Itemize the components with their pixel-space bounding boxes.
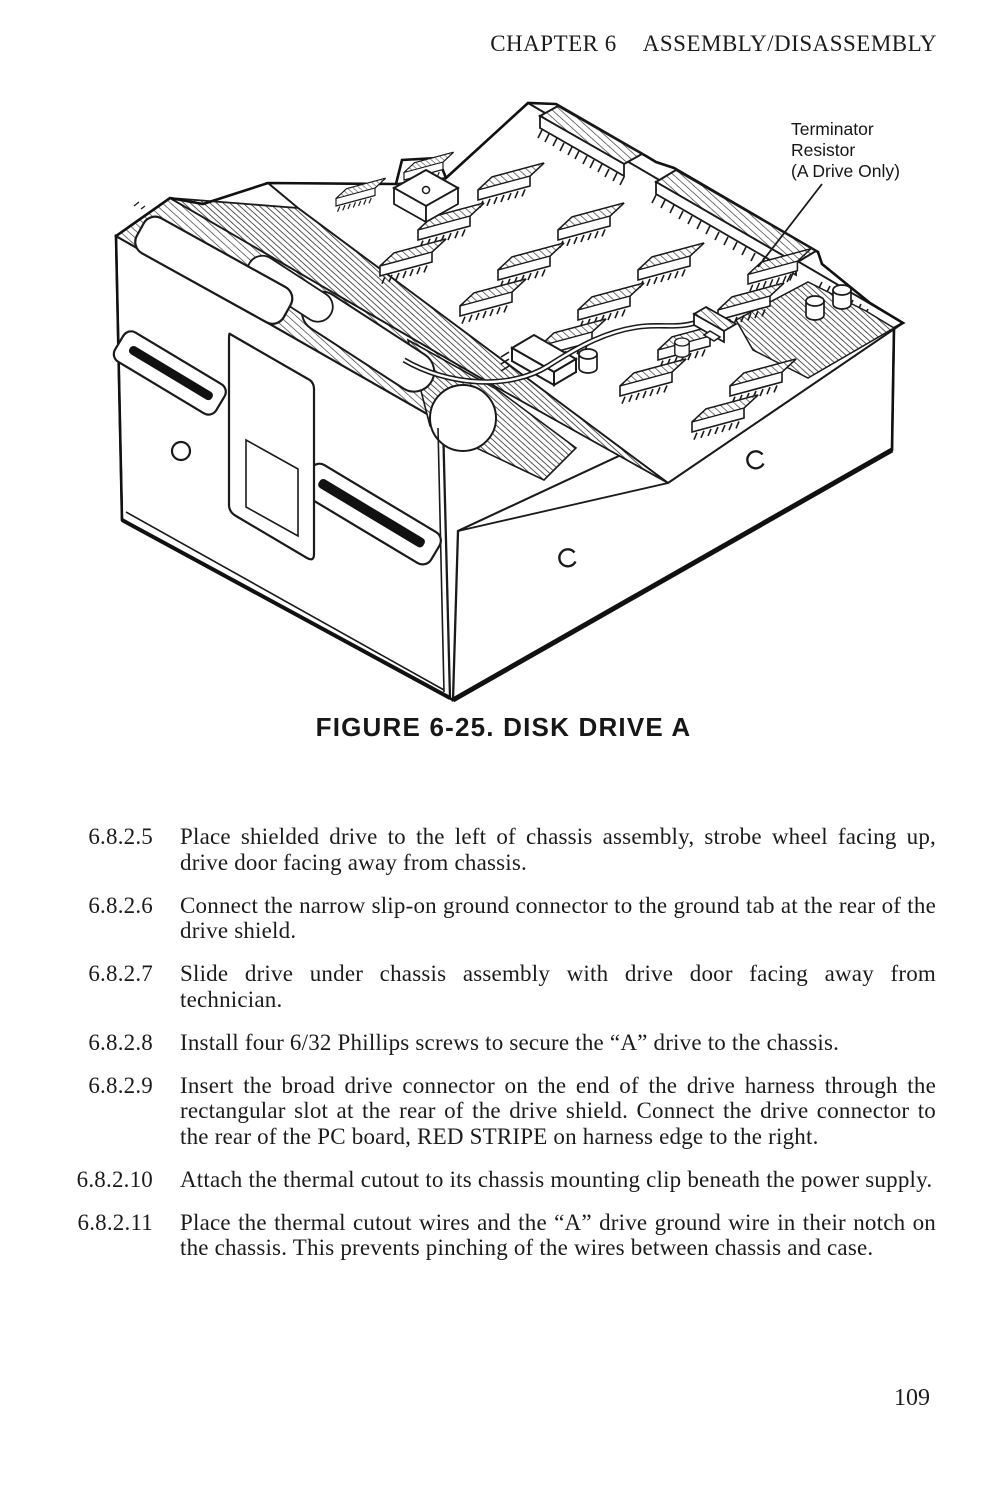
callout-line: Terminator <box>791 119 874 139</box>
step-row <box>58 1073 936 1150</box>
step-number: 6.8.2.7 <box>88 961 153 986</box>
step-row <box>58 1210 936 1261</box>
step-number: 6.8.2.9 <box>88 1072 153 1098</box>
led-hole <box>172 442 190 460</box>
step-text: Insert the broad drive connector on the end of the drive harness through the rectangular slot at the rear of the drive shield. Connect the drive connector to the rear of the PC board, RED STRIPE on harness edge to the right. <box>180 1072 936 1149</box>
step-row <box>58 893 936 944</box>
step-text: Place the thermal cutout wires and the “A” drive ground wire in their notch on the chassis. This prevents pinching of the wires between chassis and case. <box>180 1209 936 1260</box>
print-speckle <box>134 202 145 209</box>
capacitor <box>833 285 851 309</box>
capacitor <box>806 296 824 320</box>
standoff-post <box>579 349 597 373</box>
callout-line: Resistor <box>791 140 856 160</box>
figure-caption: FIGURE 6-25. DISK DRIVE A <box>315 712 692 742</box>
step-row <box>58 1030 936 1056</box>
chapter-label: CHAPTER 6 <box>490 31 617 56</box>
step-text: Install four 6/32 Phillips screws to secure the “A” drive to the chassis. <box>180 1029 840 1055</box>
step-number: 6.8.2.10 <box>76 1166 153 1192</box>
page-number: 109 <box>894 1385 930 1411</box>
step-row <box>58 961 936 1012</box>
procedure-steps <box>58 824 936 1278</box>
standoff-post <box>675 338 689 357</box>
chapter-title: ASSEMBLY/DISASSEMBLY <box>642 31 937 56</box>
step-number: 6.8.2.8 <box>88 1029 153 1055</box>
step-text: Connect the narrow slip-on ground connector to the ground tab at the rear of the drive shield. <box>180 892 936 943</box>
step-row <box>58 1167 936 1193</box>
step-number: 6.8.2.5 <box>88 824 153 849</box>
step-number: 6.8.2.6 <box>88 892 153 918</box>
step-text: Slide drive under chassis assembly with drive door facing away from technician. <box>180 961 936 1012</box>
step-number: 6.8.2.11 <box>77 1209 153 1235</box>
step-row <box>58 824 936 875</box>
step-text: Attach the thermal cutout to its chassis mounting clip beneath the power supply. <box>180 1166 933 1192</box>
step-text: Place shielded drive to the left of chassis assembly, strobe wheel facing up, drive door facing away from chassis. <box>180 824 936 875</box>
spindle-wheel <box>430 385 496 451</box>
terminator-resistor-callout <box>791 119 900 182</box>
callout-line: (A Drive Only) <box>791 161 900 181</box>
